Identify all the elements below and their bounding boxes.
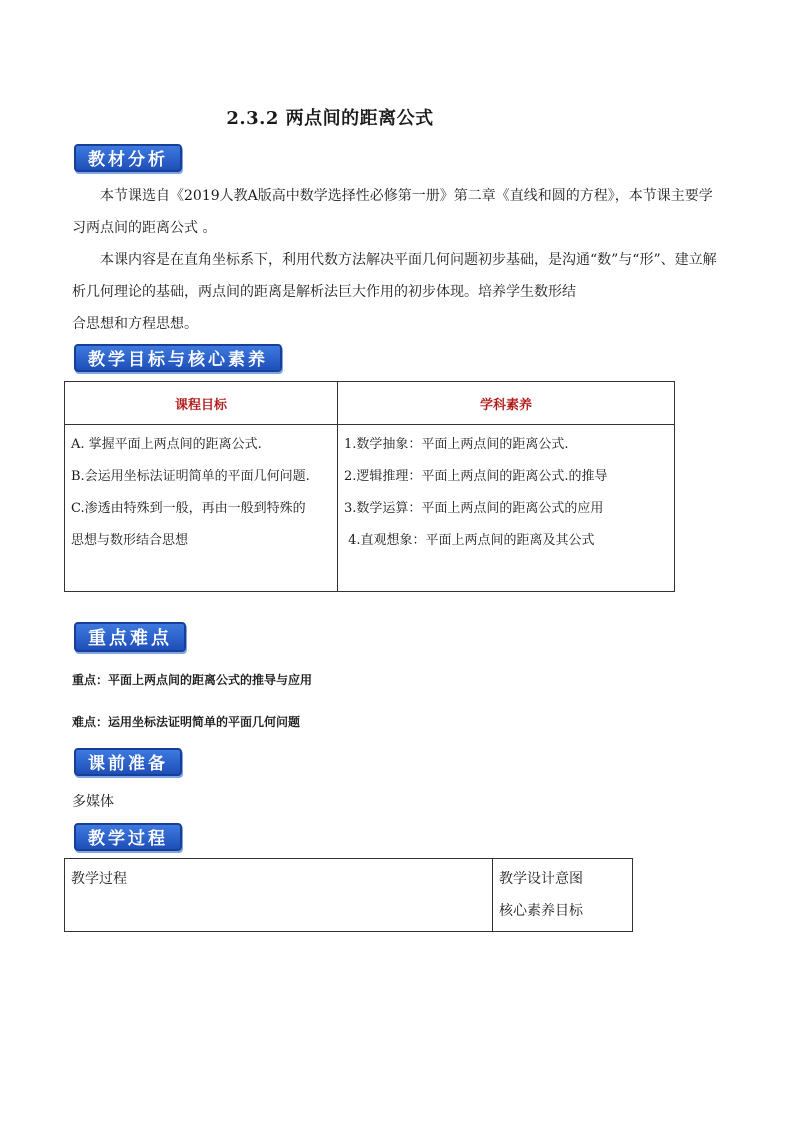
- course-goal-b: B.会运用坐标法证明简单的平面几何问题.: [71, 469, 310, 484]
- page-title: 2.3.2 两点间的距离公式: [226, 108, 434, 129]
- goals-course-cell: [65, 425, 338, 592]
- prep-text: 多媒体: [72, 794, 114, 810]
- analysis-paragraph-1: 本节课选自《2019人教A版高中数学选择性必修第一册》第二章《直线和圆的方程》，本节课主要学习两点间的距离公式 。: [72, 188, 713, 236]
- difficulty-point: 难点：运用坐标法证明简单的平面几何问题: [72, 715, 301, 729]
- goals-header-literacy: 学科素养: [338, 382, 675, 425]
- course-goal-c: C.渗透由特殊到一般，再由一般到特殊的: [71, 501, 306, 516]
- process-right-cell: [493, 859, 633, 932]
- process-left-cell: 教学过程: [65, 859, 493, 932]
- section-analysis-tag: 教材分析: [74, 144, 182, 172]
- goals-table: [64, 381, 675, 592]
- key-point: 重点：平面上两点间的距离公式的推导与应用: [72, 673, 313, 687]
- goals-header-course: 课程目标: [65, 382, 338, 425]
- process-design-intent: 教学设计意图: [499, 871, 583, 887]
- goals-literacy-cell: [338, 425, 675, 592]
- literacy-1: 1.数学抽象：平面上两点间的距离公式.: [344, 437, 569, 452]
- section-key-tag: 重点难点: [74, 622, 186, 652]
- literacy-4: 4.直观想象：平面上两点间的距离及其公式: [344, 533, 595, 548]
- analysis-paragraph-3: 合思想和方程思想。: [72, 316, 198, 332]
- course-goal-c-cont: 思想与数形结合思想: [71, 533, 189, 548]
- section-prep-tag: 课前准备: [74, 748, 182, 776]
- section-process-tag: 教学过程: [74, 823, 182, 851]
- process-table: [64, 858, 633, 932]
- analysis-paragraph-2: 本课内容是在直角坐标系下，利用代数方法解决平面几何问题初步基础，是沟通“数”与“形”、建立解析几何理论的基础，两点间的距离是解析法巨大作用的初步体现。培养学生数形结: [72, 252, 717, 300]
- literacy-3: 3.数学运算：平面上两点间的距离公式的应用: [344, 501, 604, 516]
- literacy-2: 2.逻辑推理：平面上两点间的距离公式.的推导: [344, 469, 608, 484]
- process-literacy-goal: 核心素养目标: [499, 903, 583, 919]
- course-goal-a: A. 掌握平面上两点间的距离公式.: [71, 437, 262, 452]
- section-goals-tag: 教学目标与核心素养: [74, 344, 282, 372]
